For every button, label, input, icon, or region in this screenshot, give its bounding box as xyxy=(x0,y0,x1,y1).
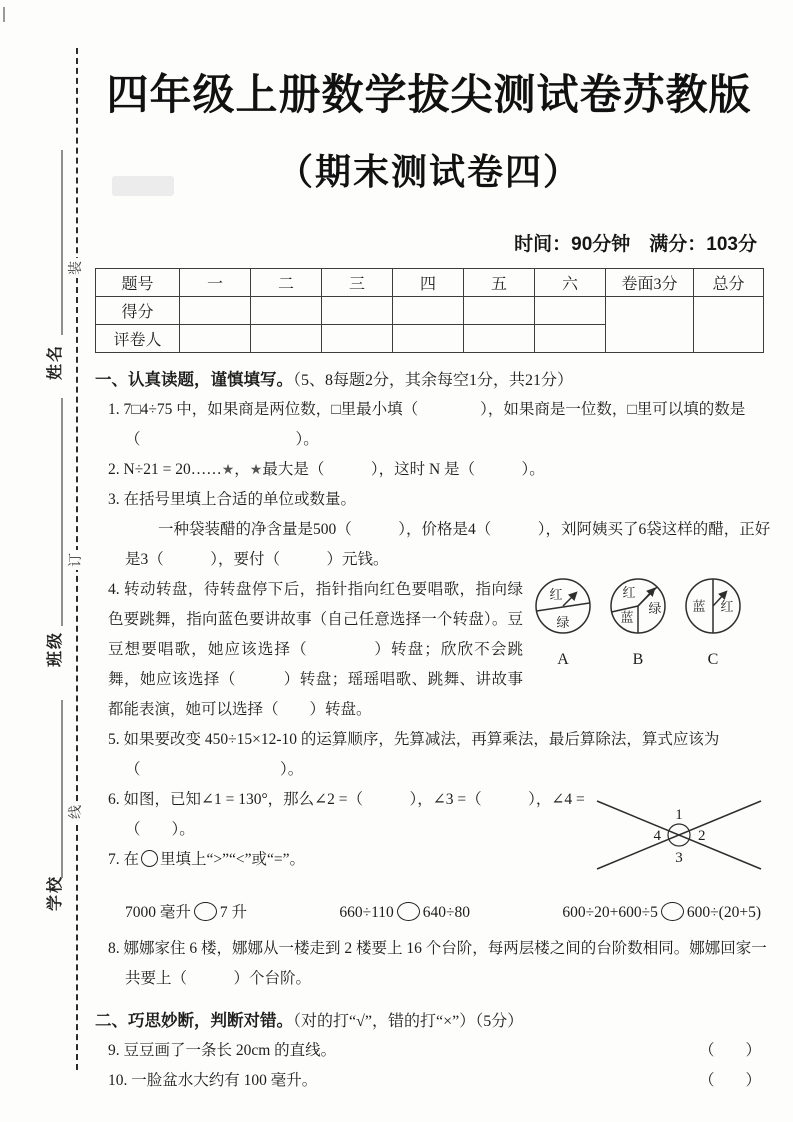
question-2-text: 2. N÷21 = 20…… xyxy=(108,461,222,478)
angle-label-2: 2 xyxy=(698,828,706,844)
spinner-c-sector-red: 红 xyxy=(720,599,734,614)
spinner-figure xyxy=(533,575,763,678)
angle-label-4: 4 xyxy=(653,828,661,844)
angle-label-1: 1 xyxy=(675,807,683,823)
spinner-b-sector-green: 绿 xyxy=(648,601,662,616)
star-icon: ★ xyxy=(249,462,263,478)
question-3-line-2: 一种袋装醋的净含量是500（ ），价格是4（ ），刘阿姨买了6袋这样的醋，正好 xyxy=(158,521,771,538)
section-1-title: 一、认真读题，谨慎填写。 xyxy=(95,371,293,389)
page-edge-tick xyxy=(3,7,5,22)
question-9-answer-blank: （ ） xyxy=(698,1042,761,1059)
grader-row-label: 评卷人 xyxy=(96,325,180,353)
question-3-line-3: 是3（ ），要付（ ）元钱。 xyxy=(125,551,389,568)
paper-title: 四年级上册数学拔尖测试卷苏教版 xyxy=(106,71,752,118)
class-write-line xyxy=(61,398,63,626)
section-1-heading xyxy=(95,366,763,395)
score-cell xyxy=(464,297,535,325)
section-1-note: （5、8每题2分，其余每空1分，共21分） xyxy=(293,372,574,389)
question-9-text: 9. 豆豆画了一条长 20cm 的直线。 xyxy=(108,1042,337,1059)
question-1 xyxy=(95,395,763,455)
score-cell xyxy=(535,297,606,325)
spinner-b-sector-blue: 蓝 xyxy=(620,610,634,625)
comparison-item-2 xyxy=(339,896,470,930)
name-write-line xyxy=(61,150,63,335)
question-7-tail: 里填上“>”“<”或“=”。 xyxy=(160,851,306,868)
question-5-line-1: 5. 如果要改变 450÷15×12-10 的运算顺序，先算减法，再算乘法，最后算除法，算式应该为 xyxy=(108,731,720,748)
header-section-3: 三 xyxy=(322,269,393,297)
question-7-lead: 7. 在 xyxy=(108,851,140,868)
comparison-circle-icon xyxy=(141,850,158,867)
score-row-label: 得分 xyxy=(96,297,180,325)
section-2-heading xyxy=(95,1007,763,1036)
question-2-text-tail: 最大是（ ），这时 N 是（ ）。 xyxy=(262,461,545,478)
question-1-blank: （ ）。 xyxy=(125,431,319,448)
question-4 xyxy=(95,575,763,725)
question-2 xyxy=(95,455,763,485)
score-cell xyxy=(393,297,464,325)
spinner-a-pointer xyxy=(563,593,576,606)
question-2-comma: ， xyxy=(234,461,250,478)
score-cell xyxy=(251,297,322,325)
spinner-b-sector-red: 红 xyxy=(622,585,636,600)
binding-char-ding: 订 xyxy=(67,550,87,570)
header-section-6: 六 xyxy=(535,269,606,297)
grader-cell xyxy=(464,325,535,353)
class-field-label: 班级 xyxy=(47,631,64,668)
comparison-item-3 xyxy=(562,896,761,930)
comparison-2-right: 640÷80 xyxy=(422,904,471,921)
header-section-2: 二 xyxy=(251,269,322,297)
spinner-c-sector-blue: 蓝 xyxy=(692,599,706,614)
spinner-a-sector-green: 绿 xyxy=(556,615,570,630)
question-8-line-2: 共要上（ ）个台阶。 xyxy=(125,970,312,987)
question-1-line-1: 1. 7□4÷75 中，如果商是两位数，□里最小填（ ），如果商是一位数，□里可以填的数是 xyxy=(108,401,746,418)
question-10-text: 10. 一脸盆水大约有 100 毫升。 xyxy=(108,1072,318,1089)
comparison-row xyxy=(108,896,763,930)
header-paper-neatness: 卷面3分 xyxy=(606,269,694,297)
school-field-label: 学校 xyxy=(47,875,64,912)
comparison-2-circle xyxy=(397,902,420,921)
header-question-no: 题号 xyxy=(96,269,180,297)
test-paper xyxy=(95,0,771,1096)
school-write-line xyxy=(61,700,63,878)
score-table xyxy=(95,268,764,353)
spinner-c-label: C xyxy=(707,651,719,667)
comparison-1-right: 7 升 xyxy=(219,904,248,921)
time-score-info: 时间：90分钟 满分：103分 xyxy=(514,234,757,255)
spinner-a-divider xyxy=(537,603,590,611)
star-icon: ★ xyxy=(221,462,235,478)
question-10-answer-blank: （ ） xyxy=(698,1072,761,1089)
question-5 xyxy=(95,725,763,785)
score-table-header-row xyxy=(96,269,764,297)
question-6-blank: （ ）。 xyxy=(125,821,195,838)
comparison-item-1 xyxy=(125,896,247,930)
binding-char-xian: 线 xyxy=(67,802,87,822)
grader-cell xyxy=(251,325,322,353)
question-8 xyxy=(95,934,767,994)
section-2-title: 二、巧思妙断，判断对错。 xyxy=(95,1012,293,1030)
comparison-1-left: 7000 毫升 xyxy=(125,904,191,921)
header-section-5: 五 xyxy=(464,269,535,297)
question-4-text: 4. 转动转盘，待转盘停下后，指针指向红色要唱歌，指向绿色要跳舞，指向蓝色要讲故事（自己任意选择一个转盘）。豆豆想要唱歌，她应该选择（ ）转盘；欣欣不会跳舞，她应该选择（ ）转盘；瑶瑶唱歌、跳舞、讲故事都能表演，她可以选择（ ）转盘。 xyxy=(108,581,523,718)
comparison-3-circle xyxy=(661,902,684,921)
question-10 xyxy=(95,1066,763,1096)
angle-label-3: 3 xyxy=(675,850,683,866)
paper-neatness-cell xyxy=(606,297,694,353)
question-5-blank: （ ）。 xyxy=(125,761,304,778)
comparison-1-circle xyxy=(194,902,217,921)
question-8-line-1: 8. 娜娜家住 6 楼，娜娜从一楼走到 2 楼要上 16 个台阶，每两层楼之间的台阶数相同。娜娜回家一 xyxy=(108,940,767,957)
comparison-3-left: 600÷20+600÷5 xyxy=(562,904,658,921)
question-3 xyxy=(95,485,771,575)
score-row xyxy=(96,297,764,325)
spinner-a-label: A xyxy=(557,651,569,667)
comparison-3-right: 600÷(20+5) xyxy=(686,904,761,921)
grader-cell xyxy=(322,325,393,353)
spinner-b-label: B xyxy=(632,651,644,667)
score-cell xyxy=(322,297,393,325)
question-3-line-1: 3. 在括号里填上合适的单位或数量。 xyxy=(108,491,357,508)
question-9 xyxy=(95,1036,763,1066)
header-section-4: 四 xyxy=(393,269,464,297)
grader-cell xyxy=(180,325,251,353)
comparison-2-left: 660÷110 xyxy=(339,904,394,921)
grader-cell xyxy=(535,325,606,353)
score-cell xyxy=(180,297,251,325)
angle-figure xyxy=(595,785,763,892)
binding-char-zhuang: 装 xyxy=(67,258,87,278)
paper-subtitle: （期末测试卷四） xyxy=(276,151,581,192)
header-total: 总分 xyxy=(694,269,764,297)
name-field-label: 姓名 xyxy=(47,344,64,381)
header-section-1: 一 xyxy=(180,269,251,297)
total-cell xyxy=(694,297,764,353)
section-2-note: （对的打“√”，错的打“×”）（5分） xyxy=(293,1013,524,1030)
grader-cell xyxy=(393,325,464,353)
spinner-a-sector-red: 红 xyxy=(549,587,563,602)
question-6-line-1: 6. 如图，已知∠1 = 130°，那么∠2 =（ ），∠3 =（ ），∠4 = xyxy=(108,791,585,808)
